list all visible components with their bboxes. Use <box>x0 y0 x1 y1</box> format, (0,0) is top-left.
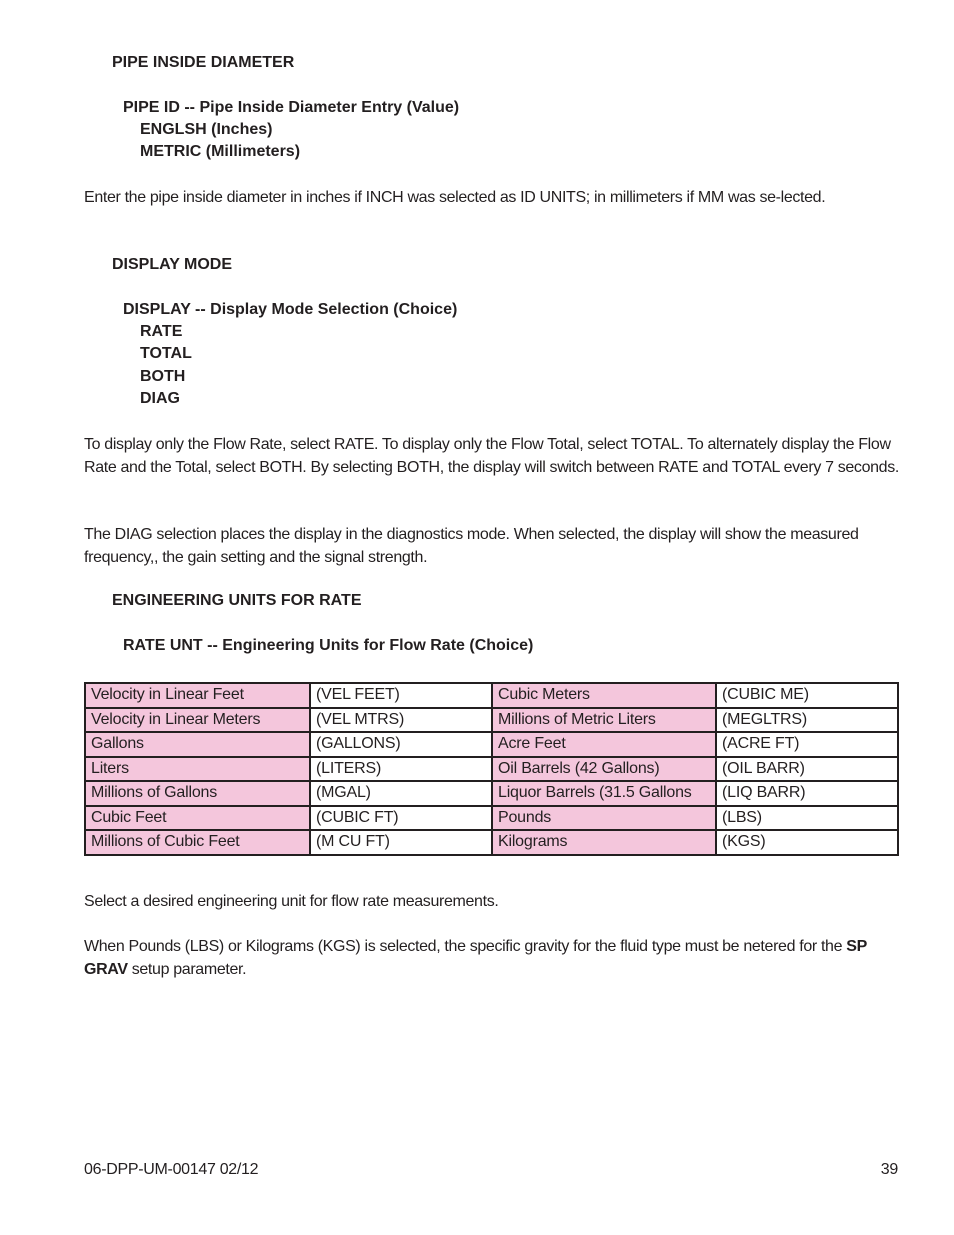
unit-name-cell: Gallons <box>85 732 310 757</box>
param-title-pipe-id: PIPE ID -- Pipe Inside Diameter Entry (Value) <box>123 99 460 116</box>
paragraph-text: When Pounds (LBS) or Kilograms (KGS) is selected, the specific gravity for the fluid type must be netered for the <box>84 938 847 955</box>
unit-name-cell: Cubic Feet <box>85 806 310 831</box>
param-title-rate-unt: RATE UNT -- Engineering Units for Flow Rate (Choice) <box>123 637 534 654</box>
option-metric: METRIC (Millimeters) <box>140 143 301 160</box>
rate-units-table <box>84 682 899 856</box>
table-row <box>85 806 898 831</box>
unit-name-cell: Millions of Cubic Feet <box>85 830 310 855</box>
table-row <box>85 757 898 782</box>
display-mode-paragraph-2: The DIAG selection places the display in the diagnostics mode. When selected, the display will show the measured frequency,, the gain setting and the signal strength. <box>84 526 859 566</box>
table-row <box>85 732 898 757</box>
unit-name-cell: Millions of Metric Liters <box>492 708 716 733</box>
unit-code-cell: (MEGLTRS) <box>716 708 898 733</box>
unit-code-cell: (MGAL) <box>310 781 492 806</box>
unit-name-cell: Velocity in Linear Feet <box>85 683 310 708</box>
unit-code-cell: (LITERS) <box>310 757 492 782</box>
unit-name-cell: Kilograms <box>492 830 716 855</box>
unit-name-cell: Millions of Gallons <box>85 781 310 806</box>
unit-name-cell: Oil Barrels (42 Gallons) <box>492 757 716 782</box>
unit-code-cell: (CUBIC ME) <box>716 683 898 708</box>
table-row <box>85 830 898 855</box>
unit-code-cell: (GALLONS) <box>310 732 492 757</box>
rate-units-paragraph-1: Select a desired engineering unit for flow rate measurements. <box>84 893 499 910</box>
display-mode-paragraph-1: To display only the Flow Rate, select RATE. To display only the Flow Total, select TOTAL. To alternately display the Flow Rate and the Total, select BOTH. By selecting BOTH, the display will switch between RATE and TOTAL every 7 seconds. <box>84 436 899 476</box>
section-heading-engineering-units: ENGINEERING UNITS FOR RATE <box>112 592 362 609</box>
unit-code-cell: (LIQ BARR) <box>716 781 898 806</box>
unit-code-cell: (M CU FT) <box>310 830 492 855</box>
rate-units-paragraph-2 <box>84 936 902 981</box>
param-title-display: DISPLAY -- Display Mode Selection (Choice) <box>123 301 458 318</box>
unit-name-cell: Liters <box>85 757 310 782</box>
section-heading-display-mode: DISPLAY MODE <box>112 256 233 273</box>
unit-name-cell: Velocity in Linear Meters <box>85 708 310 733</box>
option-both: BOTH <box>140 368 186 385</box>
option-englsh: ENGLSH (Inches) <box>140 121 273 138</box>
option-total: TOTAL <box>140 345 192 362</box>
unit-name-cell: Liquor Barrels (31.5 Gallons <box>492 781 716 806</box>
option-diag: DIAG <box>140 390 180 407</box>
unit-code-cell: (VEL MTRS) <box>310 708 492 733</box>
pipe-id-description: Enter the pipe inside diameter in inches if INCH was selected as ID UNITS; in millimeters if MM was se-lected. <box>84 189 826 206</box>
unit-code-cell: (VEL FEET) <box>310 683 492 708</box>
unit-code-cell: (LBS) <box>716 806 898 831</box>
footer-page-number: 39 <box>880 1161 898 1178</box>
table-row <box>85 781 898 806</box>
paragraph-text: setup parameter. <box>127 960 247 978</box>
table-row <box>85 683 898 708</box>
option-rate: RATE <box>140 323 183 340</box>
unit-name-cell: Cubic Meters <box>492 683 716 708</box>
table-row <box>85 708 898 733</box>
footer-doc-id: 06-DPP-UM-00147 02/12 <box>84 1161 259 1178</box>
unit-code-cell: (ACRE FT) <box>716 732 898 757</box>
unit-code-cell: (OIL BARR) <box>716 757 898 782</box>
unit-name-cell: Acre Feet <box>492 732 716 757</box>
unit-code-cell: (CUBIC FT) <box>310 806 492 831</box>
section-heading-pipe-inside-diameter: PIPE INSIDE DIAMETER <box>112 54 295 71</box>
sp-grav-term: SP GRAV <box>84 938 867 978</box>
unit-name-cell: Pounds <box>492 806 716 831</box>
unit-code-cell: (KGS) <box>716 830 898 855</box>
